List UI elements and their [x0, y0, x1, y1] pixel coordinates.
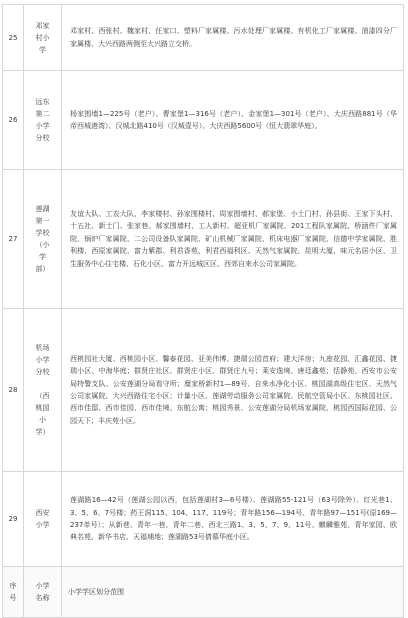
school-name-line: 第一: [35, 217, 50, 225]
school-name-line: 小学: [35, 356, 50, 364]
school-name: [24, 472, 62, 567]
table-row: [3, 71, 404, 170]
school-name-line: 莲湖: [35, 205, 50, 213]
school-name-line: 小学: [35, 521, 50, 529]
school-name-line: 学: [39, 253, 46, 261]
table-header-row: [3, 567, 404, 618]
school-name-line: 桃园: [35, 404, 50, 412]
school-name-line: 机场: [35, 344, 50, 352]
header-name-line: 名称: [35, 594, 50, 602]
school-name-line: 学）: [35, 428, 50, 436]
school-name-line: 小: [39, 416, 46, 424]
school-name: [24, 309, 62, 472]
district-range: 邓家村、西张村、魏家村、任家口、塑料厂家属楼、污水处理厂家属楼、有机化工厂家属楼、油漆四分厂家属楼、大兴西路两侧至大兴路立交桥。: [62, 5, 404, 71]
school-name-line: 西安: [35, 509, 50, 517]
school-name-line: 村小: [35, 33, 50, 42]
header-number: [3, 567, 24, 618]
school-name-line: 部）: [35, 265, 50, 273]
row-number: 25: [3, 5, 24, 71]
school-name-line: 学: [39, 45, 46, 54]
school-name-line: 分校: [35, 368, 50, 376]
school-name-line: 分校: [35, 134, 50, 142]
header-number-line: 号: [9, 594, 17, 602]
school-name: [24, 5, 62, 71]
school-name-line: （小: [35, 241, 50, 249]
header-school-name: [24, 567, 62, 618]
table-row: [3, 472, 404, 567]
school-district-table: [2, 4, 404, 618]
school-name: [24, 170, 62, 309]
header-name-line: 小学: [35, 582, 50, 590]
table-row: [3, 309, 404, 472]
header-number-line: 序: [9, 582, 17, 590]
district-range: 西桃园社大厦、西桃园小区、馨泰花园、亚美伟博、捷瑞公园首府；建大洋房；九座花园、汇鑫花园、捷瑞小区、中海华庭；群贤庄社区、群贤庄小区、群贤庄九号；莱安逸境、唐廷鑫苑；恬静苑、西安市公安局特警支队、公安莲湖分局看守所；糜家桥新村1—89号、自来水净化小区、桃园湖高级住宅区、天然气公司家属院、大兴西路住宅小区；计量小区、莲湖劳动服务公司家属院、民航空管局小区、东桃园社区、西市佳邸、西市佳园、西市佳境、东航公寓；桃园秀景、公安莲湖分局机场家属院、桃园西国际花园、公园天下；丰庆苑小区。: [62, 309, 404, 472]
school-name: [24, 71, 62, 170]
school-name-line: 第二: [35, 110, 50, 118]
row-number: 27: [3, 170, 24, 309]
school-name-line: 远东: [35, 98, 50, 106]
header-district-range: 小学学区划分范围: [62, 567, 404, 618]
district-range: 莲湖路16—42号（莲湖公园以西，包括莲湖村3—6号楼）、莲湖路55-121号（63号除外）、红光巷1、3、5、6、7号楼；药王洞115、104、117、119号；青年路156—194号、青年路97—151号(原169—237单号）；从新巷、青年一巷、青年二巷、西北三路1、3、5、7、9、11号、麒麟雅苑、青年家园、欧典名苑、新华书店、天福埔地；莲湖路53号倩慕华庭小区。: [62, 472, 404, 567]
school-name-line: [26, 378, 59, 390]
row-number: 28: [3, 309, 24, 472]
row-number: 26: [3, 71, 24, 170]
district-range: 友谊大队、工农大队、李家楼村、孙家围楼村、周家围墙村、郝家堡、小土门村、孙县街、王家下头村、十五社、新土门、张家巷、郝家围墙村、工人新村、超亚机厂家属院、201工程队家属院、桥涵件厂家属院、锅炉厂家属院、二公司设备队家属院、矿山机械厂家属院、机床电器厂家属院、信德中学家属院、胜利楼、西原家属院、富力紫郡、利君香苑、利君西福利区、天然气家属院、昆明大厦、味元名居小区、卫生服务中心住宅楼、石化小区、富力开远城区区、西郊自来水公司家属院。: [62, 170, 404, 309]
school-name-line: 小学: [35, 122, 50, 130]
district-range: 杨家围墙1—225号（老户）、曹家堡1—316号（老户）、金家堡1—301号（老户）、大庆西路881号（华帝西城港湾）、汉城北路410号（汉城壹号）、大庆西路5600号（恒大翡翠华庭）。: [62, 71, 404, 170]
school-name-line: （西: [35, 392, 50, 400]
row-number: 29: [3, 472, 24, 567]
school-name-line: 邓家: [35, 21, 50, 30]
table-row: [3, 5, 404, 71]
school-name-line: 学校: [35, 229, 50, 237]
table-row: [3, 170, 404, 309]
